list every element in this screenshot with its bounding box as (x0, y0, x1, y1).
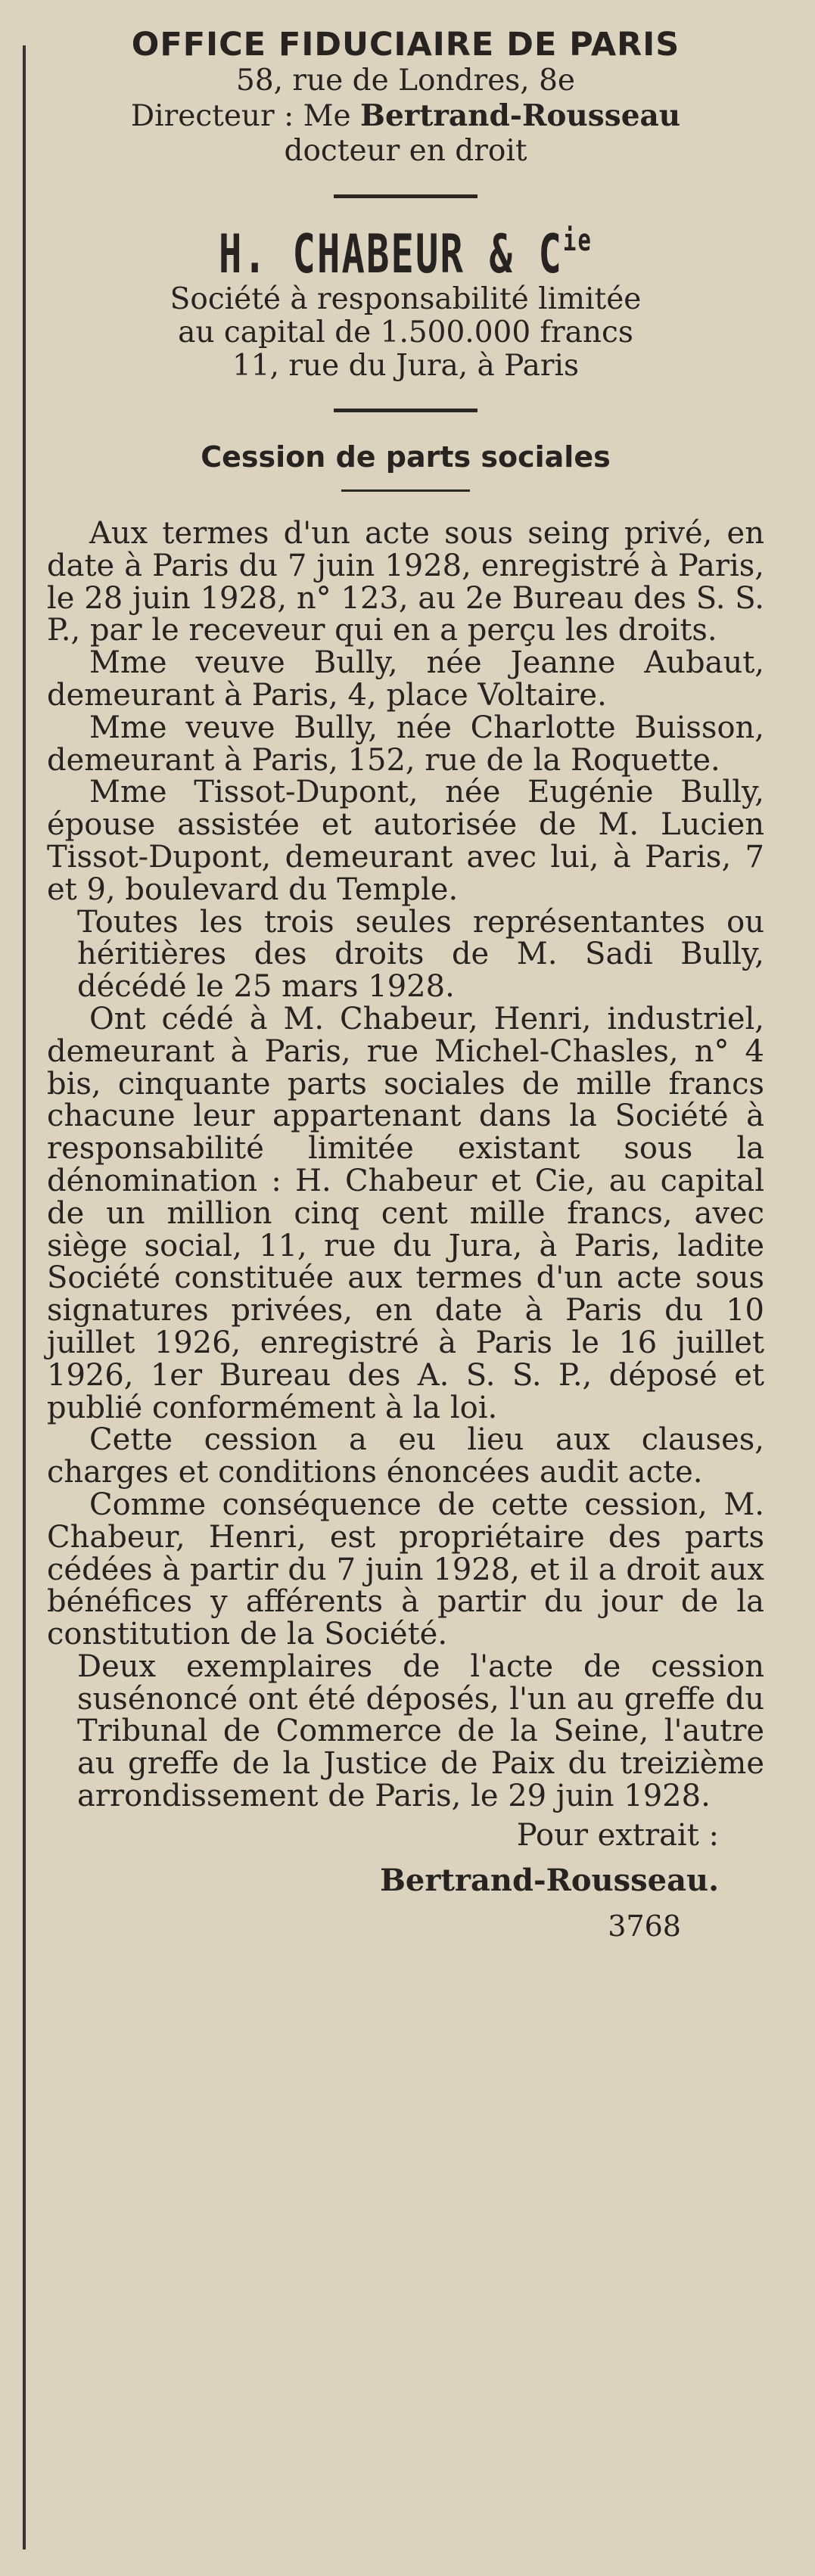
company-name (148, 225, 664, 283)
paragraph-consequence (47, 1489, 764, 1651)
left-column-rule (23, 45, 26, 2550)
paragraph-deposit (47, 1648, 764, 1814)
paragraph-text: Comme conséquence de cette cession, M. Chabeur, Henri, est propriétaire des parts cédées à partir du 7 juin 1928, et il a droit aux bénéfices y afférents à partir du jour de la constitution de la Société. (47, 1487, 764, 1652)
company-name-main: H. CHABEUR & C (218, 223, 564, 285)
office-address: 58, rue de Londres, 8e (236, 64, 575, 98)
signoff-name: Bertrand-Rousseau. (380, 1862, 719, 1898)
company-form: Société à responsabilité limitée (170, 282, 642, 316)
office-director (47, 98, 764, 134)
signoff-label: Pour extrait : (516, 1817, 719, 1853)
paragraph-party-3 (47, 776, 764, 906)
director-title: docteur en droit (284, 134, 527, 168)
paragraph-text: Ont cédé à M. Chabeur, Henri, industriel, demeurant à Paris, rue Michel-Chasles, n° 4 bis, cinquante parts sociales de mille francs chacune leur appartenant dans la Société à responsabilité limitée existant sous la dénomination : H. Chabeur et Cie, au capital de un million cinq cent mille francs, avec siège social, 11, rue du Jura, à Paris, ladite Société constituée aux termes d'un acte sous signatures privées, en date à Paris du 10 juillet 1926, enregistré à Paris le 16 juillet 1926, 1er Bureau des A. S. S. P., déposé et publié conformément à la loi. (47, 1001, 764, 1425)
company-divider (334, 409, 477, 412)
section-divider (341, 489, 470, 492)
header-divider (334, 194, 477, 198)
office-name: OFFICE FIDUCIAIRE DE PARIS (131, 26, 680, 64)
paragraph-party-2 (47, 712, 764, 777)
paragraph-text: Mme veuve Bully, née Jeanne Aubaut, demeurant à Paris, 4, place Voltaire. (47, 645, 764, 713)
reference-number: 3768 (608, 1909, 681, 1943)
director-prefix: Directeur : Me (130, 99, 361, 133)
paragraph-text: Aux termes d'un acte sous seing privé, en date à Paris du 7 juin 1928, enregistré à Paris, le 28 juin 1928, n° 123, au 2e Bureau des S. S. P., par le receveur qui en a perçu les droits. (47, 516, 764, 648)
paragraph-transfer (47, 1003, 764, 1424)
notice-column (47, 26, 764, 1949)
paragraph-act (47, 517, 764, 647)
paragraph-text: Toutes les trois seules représentantes ou héritières des droits de M. Sadi Bully, décédé le 25 mars 1928. (77, 904, 764, 1005)
paragraph-heirs (47, 906, 764, 1003)
director-name: Bertrand-Rousseau (360, 98, 681, 133)
paragraph-text: Mme veuve Bully, née Charlotte Buisson, demeurant à Paris, 152, rue de la Roquette. (47, 710, 764, 778)
paragraph-text: Deux exemplaires de l'acte de cession susénoncé ont été déposés, l'un au greffe du Tribunal de Commerce de la Seine, l'autre au greffe de la Justice de Paix du treizième arrondissement de Paris, le 29 juin 1928. (77, 1648, 764, 1814)
paragraph-party-1 (47, 647, 764, 712)
notice-body (47, 517, 764, 1813)
office-header (47, 26, 764, 169)
section-title: Cession de parts sociales (201, 440, 611, 474)
paragraph-text: Cette cession a eu lieu aux clauses, charges et conditions énoncées audit acte. (47, 1422, 764, 1490)
paragraph-text: Mme Tissot-Dupont, née Eugénie Bully, épouse assistée et autorisée de M. Lucien Tissot-Dupont, demeurant avec lui, à Paris, 7 et 9, boulevard du Temple. (47, 775, 764, 907)
company-block (47, 225, 764, 383)
company-name-sup: ie (563, 223, 593, 258)
company-capital: au capital de 1.500.000 francs (178, 315, 633, 350)
paragraph-conditions (47, 1424, 764, 1489)
company-address: 11, rue du Jura, à Paris (232, 349, 580, 383)
